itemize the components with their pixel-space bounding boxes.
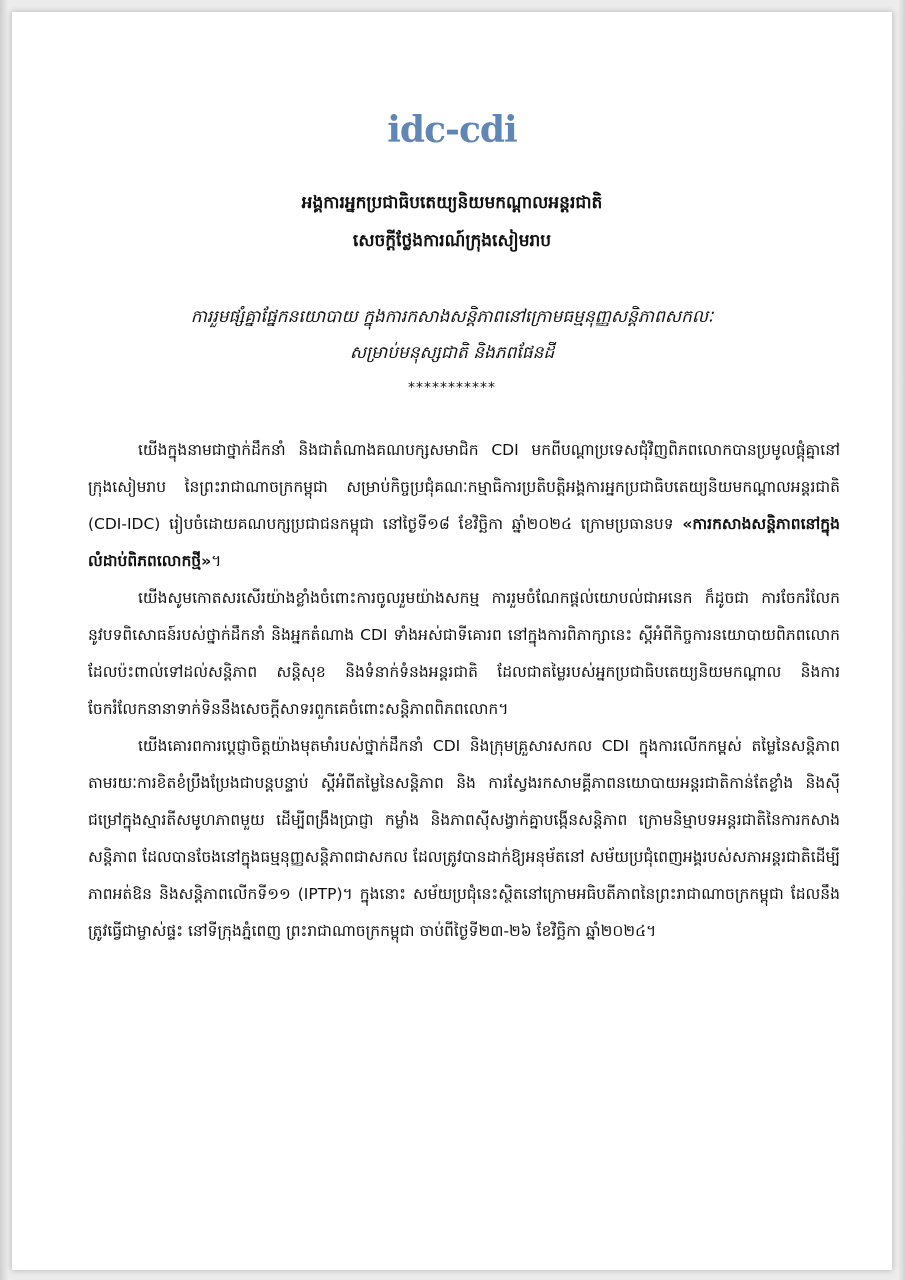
paragraph-1-text: យើងក្នុងនាមជាថ្នាក់ដឹកនាំ និងជាតំណាងគណបក្សសមាជិក CDI មកពីបណ្តាប្រទេសជុំវិញពិភពលោកបានប្រមូលផ្តុំគ្នានៅក្រុងសៀមរាប នៃព្រះរាជាណាចក្រកម្ពុជា សម្រាប់កិច្ចប្រជុំគណៈកម្មាធិការប្រតិបត្តិអង្គការអ្នកប្រជាធិបតេយ្យនិយមកណ្ដាលអន្តរជាតិ (CDI-IDC) រៀបចំដោយគណបក្សប្រជាជនកម្ពុជា នៅថ្ងៃទី១៨ ខែវិច្ឆិកា ឆ្នាំ២០២៤ ក្រោមប្រធានបទ [88,441,840,533]
paragraph-1 [88,432,840,580]
statement-body [88,432,840,950]
document-page [12,12,892,1270]
subtitle-line-2: សម្រាប់មនុស្សជាតិ និងភពផែនដី [349,343,555,363]
subtitle-line-1: ការរួមផ្សំគ្នាផ្នែកនយោបាយ ក្នុងការកសាងសន្តិភាពនៅក្រោមធម្មនុញ្ញសន្តិភាពសកលៈ [190,307,714,327]
paragraph-1-theme: «ការកសាងសន្តិភាពនៅក្នុងលំដាប់ពិភពលោកថ្មី» [88,515,840,570]
paragraph-1-end: ។ [211,552,222,570]
organization-name: អង្គការអ្នកប្រជាធិបតេយ្យនិយមកណ្ដាលអន្តរជាតិ [301,193,603,213]
paragraph-2: យើងសូមកោតសរសើរយ៉ាងខ្លាំងចំពោះការចូលរួមយ៉ាងសកម្ម ការរួមចំណែកផ្តល់យោបល់ជាអនេក ក៏ដូចជា ការចែករំលែកនូវបទពិសោធន៍របស់ថ្នាក់ដឹកនាំ និងអ្នកតំណាង CDI ទាំងអស់ជាទីគោរព នៅក្នុងការពិភាក្សានេះ ស្តីអំពីកិច្ចការនយោបាយពិភពលោក ដែលប៉ះពាល់ទៅដល់សន្តិភាព សន្តិសុខ និងទំនាក់ទំនងអន្តរជាតិ ដែលជាតម្លៃរបស់អ្នកប្រជាធិបតេយ្យនិយមកណ្ដាល និងការចែករំលែកនានាទាក់ទិននឹងសេចក្តីសាទរពួកគេចំពោះសន្តិភាពពិភពលោក។ [88,589,840,718]
statement-title: សេចក្តីថ្លែងការណ៍ក្រុងសៀមរាប [352,231,552,251]
separator: *********** [408,380,496,396]
paragraph-3: យើងគោរពការប្តេជ្ញាចិត្តយ៉ាងមុតមាំរបស់ថ្នាក់ដឹកនាំ CDI និងក្រុមគ្រួសារសកល CDI ក្នុងការលើកកម្ពស់ តម្លៃនៃសន្តិភាពតាមរយៈការខិតខំប្រឹងប្រែងជាបន្តបន្ទាប់ ស្តីអំពីតម្លៃនៃសន្តិភាព និង ការស្វែងរកសាមគ្គីភាពនយោបាយអន្តរជាតិកាន់តែខ្លាំង និងស៊ីជម្រៅក្នុងស្មារតីសមូហភាពមួយ ដើម្បីពង្រឹងប្រាជ្ញា កម្លាំង និងភាពស៊ីសង្វាក់គ្នាបង្កើនសន្តិភាព ក្រោមនិម្មាបទអន្តរជាតិនៃការកសាងសន្តិភាព ដែលបានចែងនៅក្នុងធម្មនុញ្ញសន្តិភាពជាសកល ដែលត្រូវបានដាក់ឱ្យអនុម័តនៅ សម័យប្រជុំពេញអង្គរបស់សភាអន្តរជាតិដើម្បីភាពអត់ឱន និងសន្តិភាពលើកទី១១ (IPTP)។ ក្នុងនោះ សម័យប្រជុំនេះស្ថិតនៅក្រោមអធិបតីភាពនៃព្រះរាជាណាចក្រកម្ពុជា ដែលនឹងត្រូវធ្វើជាម្ចាស់ផ្ទះ នៅទីក្រុងភ្នំពេញ ព្រះរាជាណាចក្រកម្ពុជា ចាប់ពីថ្ងៃទី២៣-២៦ ខែវិច្ឆិកា ឆ្នាំ២០២៤។ [88,737,840,940]
idc-cdi-logo: idc-cdi [387,109,517,151]
